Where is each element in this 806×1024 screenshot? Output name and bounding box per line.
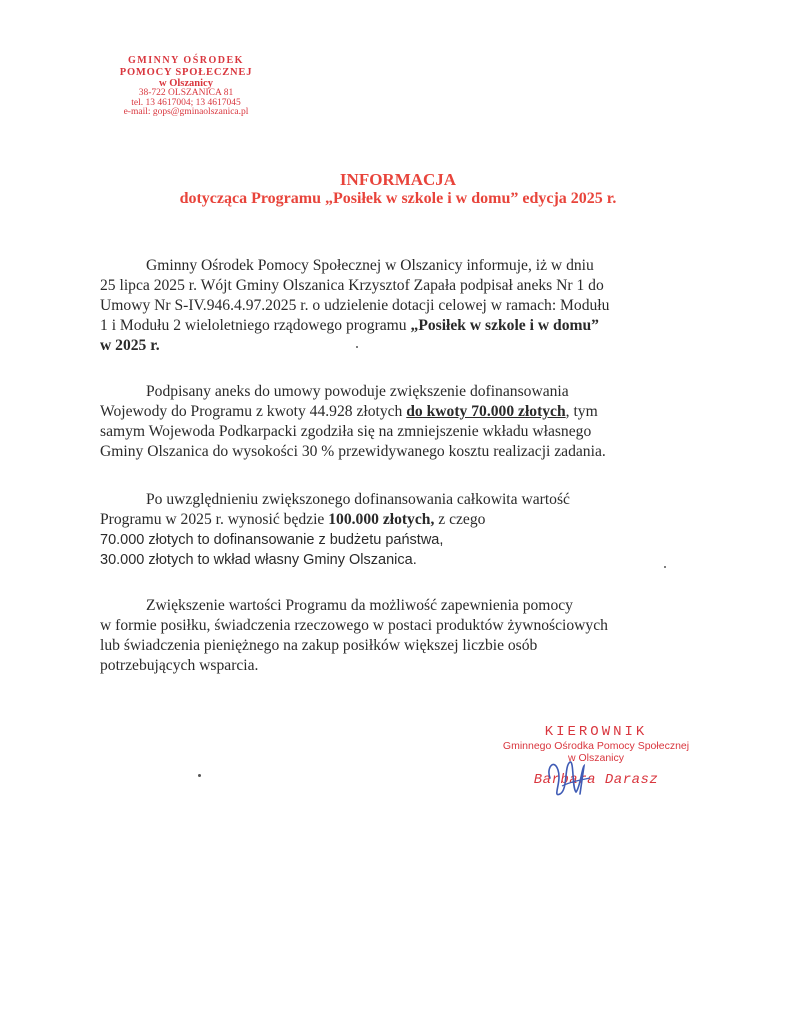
text-line: samym Wojewoda Podkarpacki zgodziła się na zmniejszenie wkładu własnego — [100, 423, 592, 440]
document-title: INFORMACJA — [339, 170, 457, 189]
paragraph-1 — [100, 256, 696, 356]
text-line: Zwiększenie wartości Programu da możliwość zapewnienia pomocy — [146, 597, 573, 614]
text-line: Programu w 2025 r. wynosić będzie — [100, 511, 329, 528]
office-stamp — [96, 56, 276, 118]
signature-name: Barbara Darasz — [533, 772, 659, 788]
stamp-address: 38-722 OLSZANICA 81 — [138, 87, 234, 98]
scan-speck — [356, 346, 358, 348]
document-subtitle: dotycząca Programu „Posiłek w szkole i w domu” edycja 2025 r. — [179, 190, 617, 207]
stamp-email: e-mail: gops@gminaolszanica.pl — [123, 107, 249, 118]
stamp-line: GMINNY OŚRODEK — [128, 55, 244, 66]
text-line: w formie posiłku, świadczenia rzeczowego w postaci produktów żywnościowych — [100, 617, 608, 634]
text-line: lub świadczenia pieniężnego na zakup posiłków większej liczbie osób — [100, 637, 538, 654]
text-line: 25 lipca 2025 r. Wójt Gminy Olszanica Krzysztof Zapała podpisał aneks Nr 1 do — [100, 277, 604, 294]
total-amount: 100.000 złotych, — [328, 511, 435, 528]
text-line: Podpisany aneks do umowy powoduje zwiększenie dofinansowania — [146, 383, 569, 400]
text-line: potrzebujących wsparcia. — [100, 657, 259, 674]
text-line: Gminy Olszanica do wysokości 30 % przewidywanego kosztu realizacji zadania. — [100, 443, 606, 460]
handwritten-signature — [540, 748, 600, 808]
text-line: Gminny Ośrodek Pomocy Społecznej w Olszanicy informuje, iż w dniu — [146, 257, 594, 274]
scan-speck — [664, 566, 666, 568]
signature-org: Gminnego Ośrodka Pomocy Społecznej — [502, 740, 690, 752]
paragraph-3 — [100, 490, 696, 570]
program-name: „Posiłek w szkole i w domu” — [410, 317, 599, 334]
amount-highlight: do kwoty 70.000 złotych — [406, 403, 566, 420]
text-line: z czego — [434, 511, 486, 528]
stamp-line: w Olszanicy — [159, 77, 213, 89]
signature-org-location: w Olszanicy — [567, 752, 624, 764]
text-line: , tym — [565, 403, 598, 420]
text-line: Umowy Nr S-IV.946.4.97.2025 r. o udzielenie dotacji celowej w ramach: Modułu — [100, 297, 610, 314]
stamp-phone: tel. 13 4617004; 13 4617045 — [131, 97, 241, 108]
stamp-line: POMOCY SPOŁECZNEJ — [119, 66, 253, 78]
signature-role: KIEROWNIK — [544, 724, 648, 740]
text-line: 70.000 złotych to dofinansowanie z budżetu państwa, — [100, 532, 444, 548]
text-line: 30.000 złotych to wkład własny Gminy Olszanica. — [100, 552, 417, 568]
paragraph-2 — [100, 382, 696, 462]
text-line: Po uwzględnieniu zwiększonego dofinansowania całkowita wartość — [146, 491, 570, 508]
text-line: w 2025 r. — [100, 337, 160, 354]
paragraph-4 — [100, 596, 696, 676]
scan-speck — [198, 774, 201, 777]
text-line: 1 i Modułu 2 wieloletniego rządowego programu — [100, 317, 411, 334]
text-line: Wojewody do Programu z kwoty 44.928 złotych — [100, 403, 407, 420]
